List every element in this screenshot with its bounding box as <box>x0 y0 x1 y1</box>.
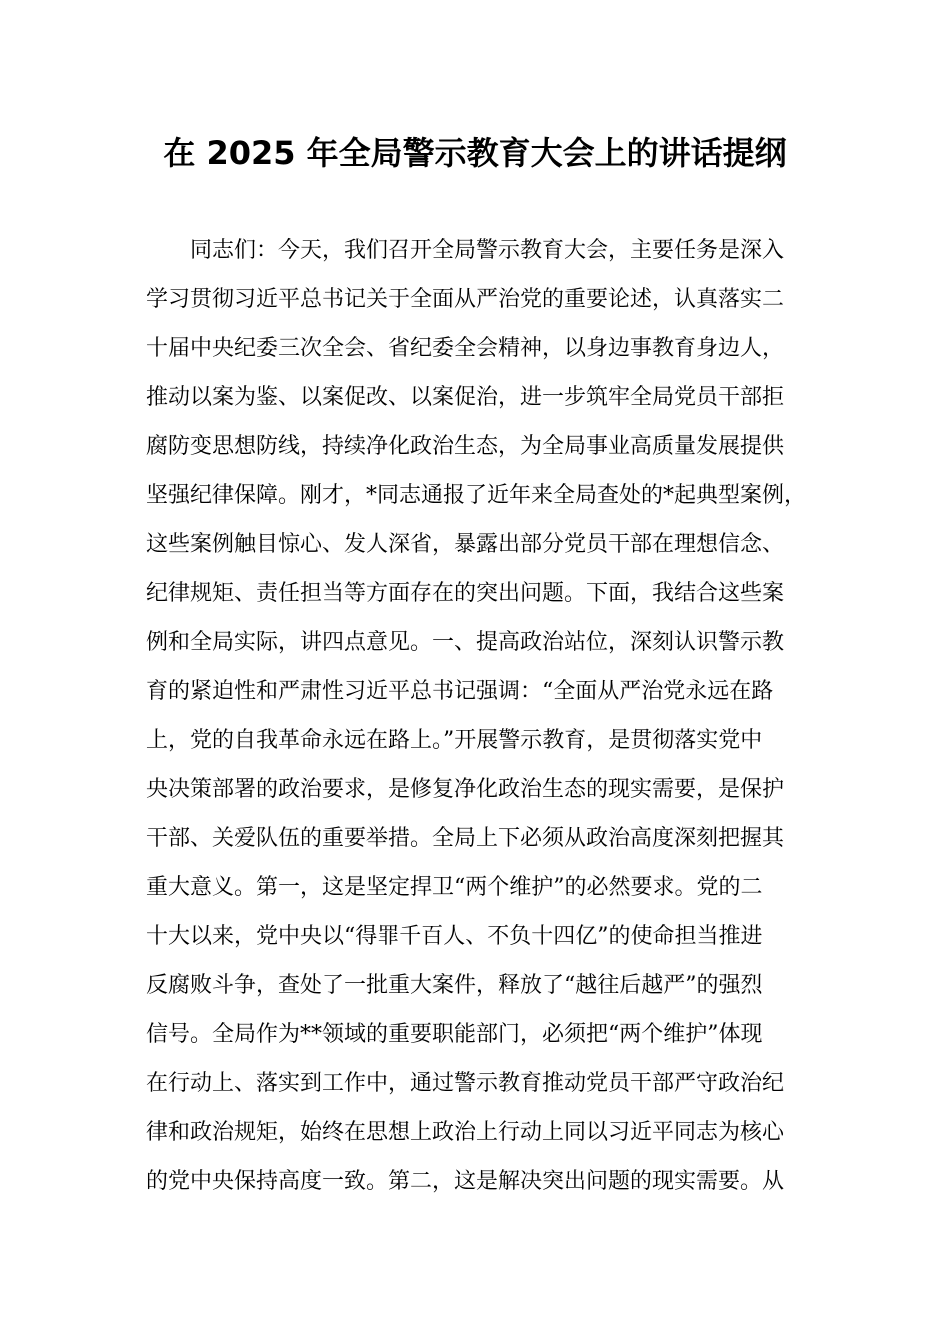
paragraph-line: 上，党的自我革命永远在路上。”开展警示教育，是贯彻落实党中 <box>146 728 763 753</box>
paragraph-line: 的党中央保持高度一致。第二，这是解决突出问题的现实需要。从 <box>146 1169 785 1194</box>
paragraph-line: 十届中央纪委三次全会、省纪委全会精神，以身边事教育身边人， <box>146 336 785 361</box>
paragraph-line: 在行动上、落实到工作中，通过警示教育推动党员干部严守政治纪 <box>146 1071 785 1096</box>
paragraph-line: 例和全局实际，讲四点意见。一、提高政治站位，深刻认识警示教 <box>146 630 785 655</box>
paragraph-line: 这些案例触目惊心、发人深省，暴露出部分党员干部在理想信念、 <box>146 532 785 557</box>
paragraph-line: 律和政治规矩，始终在思想上政治上行动上同以习近平同志为核心 <box>146 1120 785 1145</box>
paragraph-line: 纪律规矩、责任担当等方面存在的突出问题。下面，我结合这些案 <box>146 581 785 606</box>
paragraph-line: 十大以来，党中央以“得罪千百人、不负十四亿”的使命担当推进 <box>146 924 763 949</box>
document-title: 在 2025 年全局警示教育大会上的讲话提纲 <box>163 134 787 172</box>
paragraph-line: 腐防变思想防线，持续净化政治生态，为全局事业高质量发展提供 <box>146 434 785 459</box>
paragraph-line: 推动以案为鉴、以案促改、以案促治，进一步筑牢全局党员干部拒 <box>146 385 785 410</box>
paragraph-line: 重大意义。第一，这是坚定捍卫“两个维护”的必然要求。党的二 <box>146 875 763 900</box>
paragraph-line: 学习贯彻习近平总书记关于全面从严治党的重要论述，认真落实二 <box>146 287 785 312</box>
paragraph-line: 同志们：今天，我们召开全局警示教育大会，主要任务是深入 <box>190 238 785 263</box>
paragraph-line: 坚强纪律保障。刚才，*同志通报了近年来全局查处的*起典型案例， <box>146 483 807 508</box>
paragraph-line: 育的紧迫性和严肃性习近平总书记强调：“全面从严治党永远在路 <box>146 679 774 704</box>
paragraph-line: 反腐败斗争，查处了一批重大案件，释放了“越往后越严”的强烈 <box>146 973 763 998</box>
paragraph-line: 央决策部署的政治要求，是修复净化政治生态的现实需要，是保护 <box>146 777 785 802</box>
paragraph-line: 信号。全局作为**领域的重要职能部门，必须把“两个维护”体现 <box>146 1022 763 1047</box>
document-body <box>146 226 806 1206</box>
paragraph-line: 干部、关爱队伍的重要举措。全局上下必须从政治高度深刻把握其 <box>146 826 785 851</box>
